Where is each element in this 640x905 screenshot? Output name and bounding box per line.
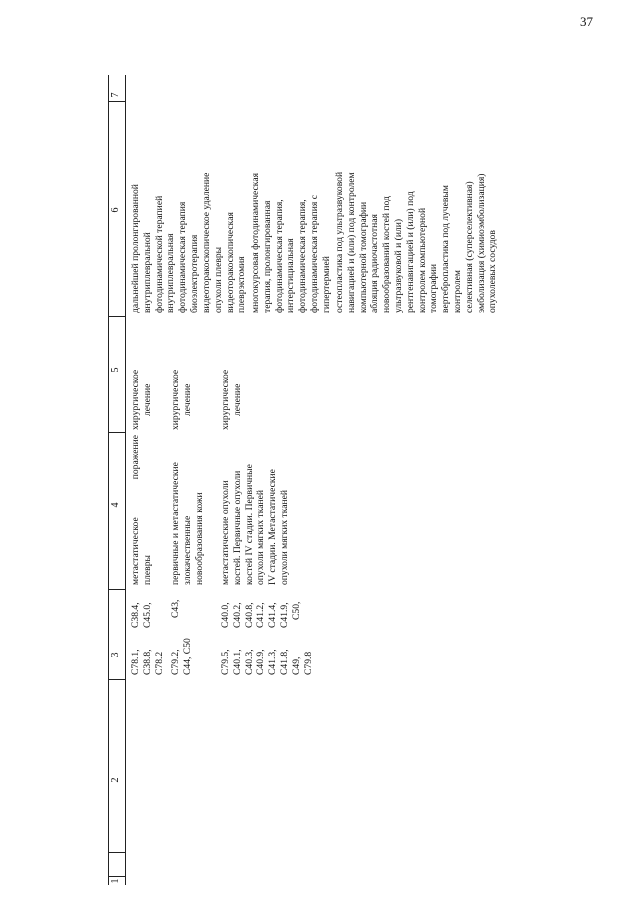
method-line: фотодинамическая терапия — [177, 201, 189, 313]
disease-line: костей. Первичные опухоли — [231, 470, 243, 585]
icd-code: C38.8, — [141, 649, 153, 675]
icd-code: C45.0, — [141, 602, 153, 628]
icd-codes-secondary — [220, 594, 303, 628]
method-line: компьютерной томографии — [357, 201, 369, 313]
header-divider — [108, 589, 125, 590]
column-number: 6 — [110, 207, 121, 213]
icd-code: C41.9, — [278, 602, 290, 628]
icd-codes-secondary — [130, 594, 154, 628]
method-line: дальнейшей пролонгированной — [130, 184, 141, 313]
icd-codes — [170, 629, 194, 675]
icd-code: C49, — [290, 656, 302, 675]
icd-code: C79.8 — [302, 651, 314, 675]
method-line: селективная (суперселективная) — [463, 181, 475, 313]
method-line: рентгенавигацией и (или) под — [404, 191, 416, 313]
header-divider — [108, 852, 125, 853]
column-number: 2 — [110, 777, 121, 783]
header-divider — [108, 679, 125, 680]
icd-code: C78.2 — [153, 651, 165, 675]
method-line: внутриплевральная — [165, 233, 177, 313]
disease-description — [130, 435, 154, 585]
icd-code: C44, C50 — [181, 638, 193, 675]
treatment-line: хирургическое — [220, 369, 231, 430]
method-line: остеопластика под ультразвуковой — [334, 171, 345, 313]
treatment-type — [130, 320, 154, 430]
icd-code: C40.9, — [255, 649, 267, 675]
icd-code: C41.2, — [255, 602, 267, 628]
disease-description — [220, 435, 291, 585]
page-number: 37 — [580, 14, 593, 29]
method-line: фотодинамическая терапия, — [273, 199, 285, 313]
disease-line: плевры — [141, 555, 153, 585]
disease-line: опухоли мягких тканей — [255, 489, 267, 585]
method-line: гипертермией — [320, 256, 332, 313]
treatment-line: лечение — [181, 383, 193, 416]
treatment-line: хирургическое — [130, 369, 141, 430]
method-line: контролем компьютерной — [416, 207, 428, 313]
method-line: биоэлектротерапия — [188, 234, 200, 313]
method-line: контролем — [451, 270, 463, 313]
treatment-method-group — [334, 103, 499, 313]
icd-code: C40.2, — [231, 602, 243, 628]
icd-code: C40.1, — [231, 649, 243, 675]
icd-code: C43, — [170, 599, 181, 618]
column-number: 5 — [110, 367, 121, 373]
rotated-table — [108, 75, 503, 885]
header-rule — [125, 75, 126, 885]
method-line: опухоли плевры — [212, 246, 224, 313]
icd-codes — [130, 629, 165, 675]
method-line: многокурсовая фотодинамическая — [250, 173, 261, 313]
column-number: 3 — [110, 652, 121, 658]
icd-code: C41.4, — [267, 602, 279, 628]
treatment-method-group — [250, 103, 333, 313]
method-line: фотодинамическая терапия с — [308, 195, 320, 313]
icd-code: C78.1, — [130, 649, 141, 675]
treatment-type — [170, 320, 194, 430]
disease-line: злокачественные — [181, 515, 193, 585]
icd-codes — [220, 629, 314, 675]
disease-line: IV стадии. Метастатические — [267, 469, 279, 585]
method-line: эмболизация (химиоэмболизация) — [475, 173, 487, 313]
method-line: видеоторакоскопическая — [224, 212, 236, 313]
method-line: фотодинамическая терапия, — [297, 199, 309, 313]
method-line: плеврэктомия — [236, 256, 248, 313]
column-number: 4 — [110, 502, 121, 508]
treatment-line: лечение — [231, 383, 243, 416]
treatment-method-group — [130, 103, 201, 313]
header-divider — [108, 316, 125, 317]
method-line: новообразований костей под — [381, 196, 393, 313]
header-divider — [108, 432, 125, 433]
method-line: вертебропластика под лучевым — [440, 185, 452, 313]
method-line: навигацией и (или) под контролем — [345, 172, 357, 313]
method-line: томографии — [428, 263, 440, 313]
method-line: абляция радиочастотная — [369, 214, 381, 313]
icd-code: C40.8, — [243, 602, 255, 628]
icd-code: C79.5, — [220, 649, 231, 675]
method-line: терапия, пролонгированная — [261, 200, 273, 313]
table-top-rule — [108, 75, 109, 885]
icd-codes-secondary — [170, 594, 182, 628]
method-line: внутриплевральной — [141, 232, 153, 313]
disease-line: новообразования кожи — [193, 492, 205, 585]
disease-line: метастатические опухоли — [220, 480, 231, 585]
method-line: интерстициальная — [285, 238, 297, 313]
treatment-method-group — [201, 103, 248, 313]
icd-code: C50, — [290, 601, 302, 620]
disease-line: метастатическое поражение — [130, 435, 141, 585]
icd-code: C79.2, — [170, 649, 181, 675]
column-number: 1 — [110, 878, 121, 884]
disease-line: первичные и метастатические — [170, 462, 181, 585]
method-line: ультразвуковой и (или) — [392, 218, 404, 313]
column-number: 7 — [110, 92, 121, 98]
icd-code: C41.8, — [278, 649, 290, 675]
icd-code: C41.3, — [267, 649, 279, 675]
icd-code: C40.3, — [243, 649, 255, 675]
icd-code: C38.4, — [130, 602, 141, 628]
disease-line: костей IV стадии. Первичные — [243, 464, 255, 585]
treatment-line: лечение — [141, 383, 153, 416]
treatment-type — [220, 320, 244, 430]
icd-code: C40.0, — [220, 602, 231, 628]
treatment-line: хирургическое — [170, 369, 181, 430]
method-line: фотодинамической терапией — [153, 195, 165, 313]
method-line: видеоторакоскопическое удаление — [201, 172, 212, 313]
method-line: опухолевых сосудов — [487, 230, 499, 313]
disease-line: опухоли мягких тканей — [278, 489, 290, 585]
disease-description — [170, 435, 205, 585]
